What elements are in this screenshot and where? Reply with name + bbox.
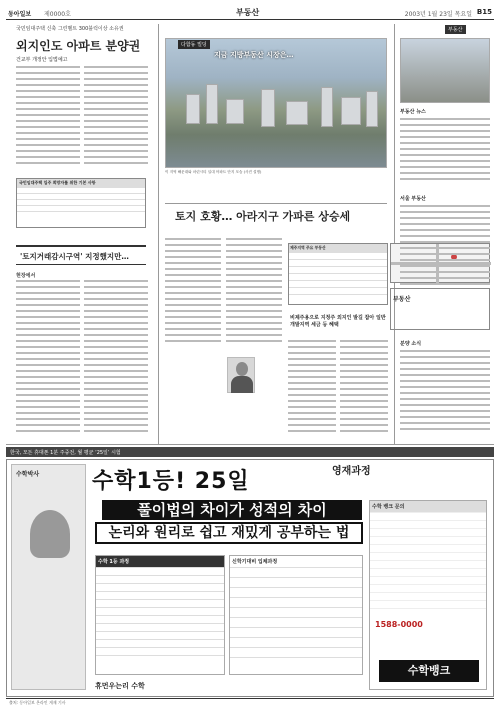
- right-photo: [400, 38, 490, 103]
- column-author: 현장에서: [16, 273, 36, 279]
- info-table: [16, 178, 146, 228]
- ad-title: 수학1등! 25일: [92, 469, 250, 494]
- right-title: 분양 소식: [400, 341, 422, 347]
- photo-label: 다함동 빌딩: [178, 40, 210, 49]
- photo-caption: 이 지역 해운대와 마린시티 일대 아파트 단지 모습 (사진 설명): [165, 170, 262, 174]
- column-divider: [394, 24, 395, 444]
- advertisement[interactable]: [6, 459, 494, 697]
- article-body: [16, 66, 80, 174]
- masthead: [6, 6, 494, 20]
- section-logo: 부동산: [445, 25, 466, 34]
- right-body: [400, 205, 490, 295]
- column-heading: [16, 245, 146, 265]
- middle-body: [226, 238, 282, 348]
- paper-name: 동아일보: [8, 11, 32, 18]
- middle-body: [340, 340, 388, 440]
- ad-phone[interactable]: 1588-0000: [375, 620, 423, 629]
- info-table-title: 국민임대주택 입주 희망자를 위한 기본 사항: [17, 179, 145, 187]
- right-body: [400, 350, 490, 440]
- ad-course-box: [95, 555, 225, 675]
- ad-slogan: 논리와 원리로 쉽고 재밌게 공부하는 법: [95, 522, 363, 544]
- article-tagline: 국민임대주택 신축 그린벨트 300블럭이상 소유권: [16, 26, 124, 32]
- column-title: '토지거래감시구역' 지정했지만…: [20, 252, 129, 261]
- page-footer: 출처: 동아일보 온라인 게재 기사: [6, 698, 494, 707]
- section-divider: [6, 444, 494, 445]
- table-title: 제주지역 주요 부동산: [289, 244, 387, 252]
- property-table: [288, 243, 388, 305]
- ad-footer: 휴먼우는리 수학: [95, 682, 145, 690]
- middle-body: [288, 340, 336, 440]
- person-icon: [30, 510, 70, 558]
- ad-course-title: 수학 1등 과정: [96, 556, 224, 567]
- right-title: 부동산 뉴스: [400, 109, 426, 115]
- right-body: [400, 118, 490, 188]
- article-subhead: 건교부 개정안 입법예고: [16, 57, 68, 63]
- issue-number: 제0000호: [44, 11, 71, 18]
- side-ad-text: 부동산: [393, 296, 411, 303]
- middle-headline: 토지 호황… 아라지구 가파른 상승세: [175, 210, 351, 223]
- ad-contact-title: 수학 뱅크 문의: [370, 501, 486, 512]
- ad-left-panel: [11, 464, 86, 690]
- ad-side-title: 영재과정: [332, 466, 371, 477]
- section-title: 부동산: [236, 8, 260, 17]
- ad-left-label: 수학박사: [16, 471, 40, 478]
- ad-brand-logo: 수학뱅크: [379, 660, 479, 682]
- article-body: [84, 66, 148, 174]
- article-headline: 외지인도 아파트 분양권: [16, 39, 141, 53]
- column-divider: [158, 24, 159, 444]
- middle-subhead: 비제주용으로 지정주 외지인 발길 잡아 일반 개발지역 세금 등 혜택: [290, 315, 386, 328]
- issue-date: 2003년 1월 23일 목요일: [404, 11, 472, 18]
- photo-headline: 지금 지방부동산 시장은…: [214, 51, 294, 59]
- right-title: 서울 부동산: [400, 196, 426, 202]
- ad-slogan: 풀이법의 차이가 성적의 차이: [102, 500, 362, 520]
- column-body: [84, 280, 148, 440]
- column-body: [16, 280, 80, 440]
- ad-stripe: 한국, 모든 휴대폰 1분 주중전, 월 평균 ‘25일’ 시험: [6, 447, 494, 457]
- page-number: B15: [476, 8, 492, 16]
- middle-body: [165, 238, 221, 348]
- author-photo: [227, 357, 255, 393]
- ad-course-title: 신학기대비 입체과정: [232, 559, 278, 565]
- ad-course-box: [229, 555, 363, 675]
